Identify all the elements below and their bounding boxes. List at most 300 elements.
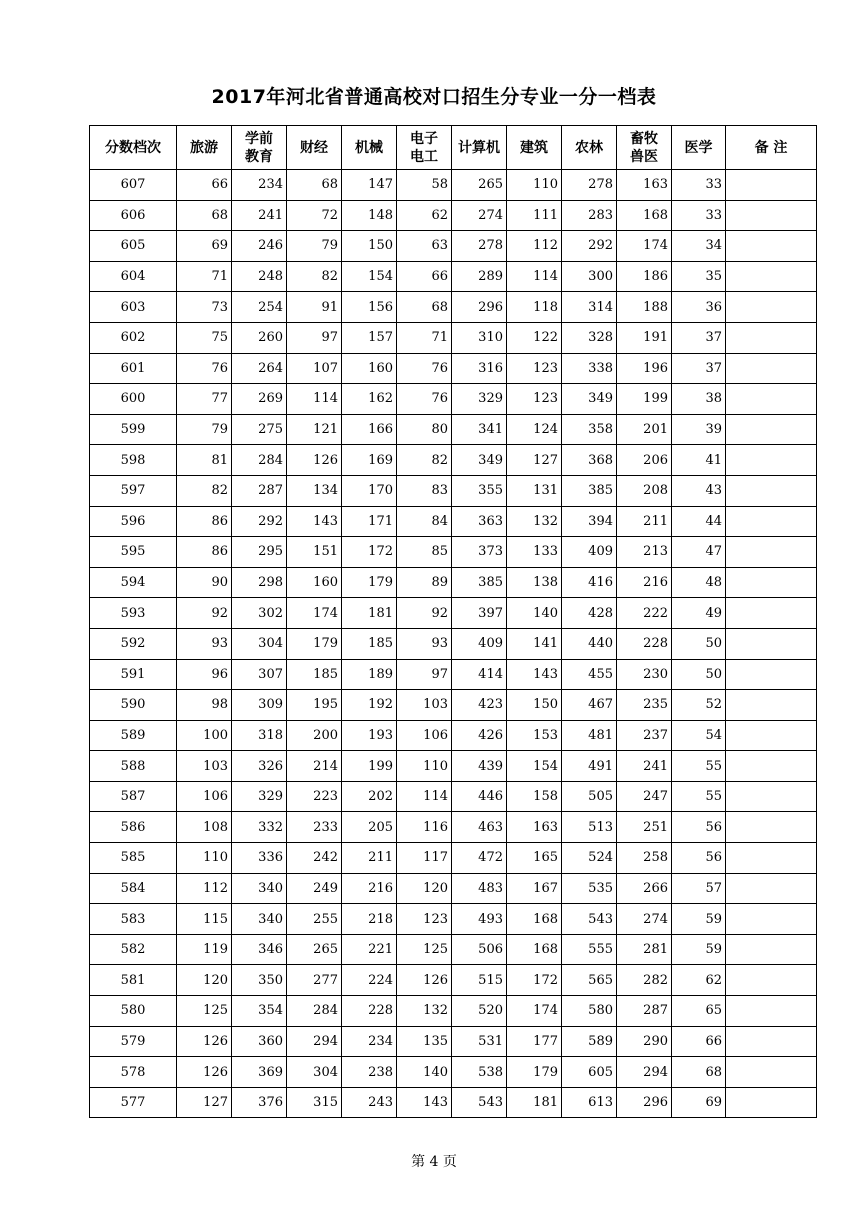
count-cell: 143 xyxy=(397,1087,452,1118)
count-cell: 41 xyxy=(672,445,726,476)
table-header-row xyxy=(90,126,817,170)
count-cell: 118 xyxy=(507,292,562,323)
count-cell: 179 xyxy=(287,628,342,659)
count-cell: 120 xyxy=(177,965,232,996)
count-cell: 174 xyxy=(507,996,562,1027)
column-header xyxy=(452,126,507,170)
count-cell: 216 xyxy=(342,873,397,904)
table-row xyxy=(90,353,817,384)
count-cell: 140 xyxy=(397,1057,452,1088)
count-cell: 363 xyxy=(452,506,507,537)
column-header-label: 机械 xyxy=(355,139,383,156)
remark-cell xyxy=(726,384,817,415)
count-cell: 56 xyxy=(672,812,726,843)
remark-cell xyxy=(726,996,817,1027)
count-cell: 199 xyxy=(617,384,672,415)
remark-cell xyxy=(726,690,817,721)
table-row xyxy=(90,414,817,445)
count-cell: 265 xyxy=(287,934,342,965)
count-cell: 543 xyxy=(452,1087,507,1118)
count-cell: 493 xyxy=(452,904,507,935)
count-cell: 141 xyxy=(507,628,562,659)
count-cell: 394 xyxy=(562,506,617,537)
count-cell: 531 xyxy=(452,1026,507,1057)
column-header-label: 学前 xyxy=(245,130,273,147)
count-cell: 92 xyxy=(397,598,452,629)
count-cell: 349 xyxy=(562,384,617,415)
count-cell: 114 xyxy=(287,384,342,415)
score-cell: 585 xyxy=(90,843,177,874)
count-cell: 543 xyxy=(562,904,617,935)
count-cell: 555 xyxy=(562,934,617,965)
count-cell: 446 xyxy=(452,781,507,812)
count-cell: 326 xyxy=(232,751,287,782)
count-cell: 505 xyxy=(562,781,617,812)
count-cell: 66 xyxy=(672,1026,726,1057)
count-cell: 154 xyxy=(507,751,562,782)
count-cell: 292 xyxy=(562,231,617,262)
score-cell: 588 xyxy=(90,751,177,782)
count-cell: 80 xyxy=(397,414,452,445)
column-header xyxy=(672,126,726,170)
score-cell: 589 xyxy=(90,720,177,751)
count-cell: 55 xyxy=(672,751,726,782)
count-cell: 269 xyxy=(232,384,287,415)
remark-cell xyxy=(726,261,817,292)
count-cell: 59 xyxy=(672,904,726,935)
count-cell: 97 xyxy=(287,322,342,353)
table-row xyxy=(90,567,817,598)
count-cell: 274 xyxy=(617,904,672,935)
count-cell: 90 xyxy=(177,567,232,598)
count-cell: 123 xyxy=(507,384,562,415)
count-cell: 300 xyxy=(562,261,617,292)
count-cell: 165 xyxy=(507,843,562,874)
count-cell: 246 xyxy=(232,231,287,262)
count-cell: 112 xyxy=(507,231,562,262)
table-row xyxy=(90,170,817,201)
table-row xyxy=(90,261,817,292)
count-cell: 35 xyxy=(672,261,726,292)
count-cell: 107 xyxy=(287,353,342,384)
column-header xyxy=(726,126,817,170)
count-cell: 467 xyxy=(562,690,617,721)
count-cell: 66 xyxy=(397,261,452,292)
count-cell: 36 xyxy=(672,292,726,323)
count-cell: 328 xyxy=(562,322,617,353)
remark-cell xyxy=(726,720,817,751)
remark-cell xyxy=(726,628,817,659)
count-cell: 472 xyxy=(452,843,507,874)
count-cell: 33 xyxy=(672,200,726,231)
column-header xyxy=(287,126,342,170)
count-cell: 230 xyxy=(617,659,672,690)
column-header-label: 备 注 xyxy=(754,139,788,156)
column-header-label: 建筑 xyxy=(520,139,548,156)
count-cell: 127 xyxy=(177,1087,232,1118)
count-cell: 277 xyxy=(287,965,342,996)
count-cell: 84 xyxy=(397,506,452,537)
count-cell: 336 xyxy=(232,843,287,874)
remark-cell xyxy=(726,445,817,476)
count-cell: 216 xyxy=(617,567,672,598)
column-header-label: 计算机 xyxy=(458,139,500,156)
count-cell: 282 xyxy=(617,965,672,996)
count-cell: 463 xyxy=(452,812,507,843)
count-cell: 455 xyxy=(562,659,617,690)
count-cell: 520 xyxy=(452,996,507,1027)
count-cell: 82 xyxy=(287,261,342,292)
count-cell: 196 xyxy=(617,353,672,384)
count-cell: 255 xyxy=(287,904,342,935)
count-cell: 75 xyxy=(177,322,232,353)
count-cell: 69 xyxy=(672,1087,726,1118)
count-cell: 168 xyxy=(507,934,562,965)
column-header xyxy=(177,126,232,170)
count-cell: 73 xyxy=(177,292,232,323)
count-cell: 126 xyxy=(177,1026,232,1057)
table-row xyxy=(90,690,817,721)
count-cell: 294 xyxy=(617,1057,672,1088)
count-cell: 228 xyxy=(617,628,672,659)
count-cell: 234 xyxy=(342,1026,397,1057)
count-cell: 358 xyxy=(562,414,617,445)
count-cell: 123 xyxy=(397,904,452,935)
score-cell: 600 xyxy=(90,384,177,415)
count-cell: 132 xyxy=(507,506,562,537)
count-cell: 57 xyxy=(672,873,726,904)
count-cell: 134 xyxy=(287,475,342,506)
count-cell: 181 xyxy=(507,1087,562,1118)
count-cell: 247 xyxy=(617,781,672,812)
count-cell: 125 xyxy=(177,996,232,1027)
count-cell: 283 xyxy=(562,200,617,231)
count-cell: 33 xyxy=(672,170,726,201)
count-cell: 54 xyxy=(672,720,726,751)
score-cell: 604 xyxy=(90,261,177,292)
count-cell: 81 xyxy=(177,445,232,476)
count-cell: 160 xyxy=(342,353,397,384)
count-cell: 515 xyxy=(452,965,507,996)
column-header-score xyxy=(90,126,177,170)
score-cell: 595 xyxy=(90,537,177,568)
count-cell: 296 xyxy=(617,1087,672,1118)
count-cell: 34 xyxy=(672,231,726,262)
count-cell: 151 xyxy=(287,537,342,568)
count-cell: 284 xyxy=(287,996,342,1027)
remark-cell xyxy=(726,965,817,996)
count-cell: 241 xyxy=(232,200,287,231)
count-cell: 76 xyxy=(397,384,452,415)
count-cell: 112 xyxy=(177,873,232,904)
count-cell: 538 xyxy=(452,1057,507,1088)
count-cell: 409 xyxy=(562,537,617,568)
count-cell: 222 xyxy=(617,598,672,629)
count-cell: 440 xyxy=(562,628,617,659)
count-cell: 186 xyxy=(617,261,672,292)
count-cell: 171 xyxy=(342,506,397,537)
score-cell: 607 xyxy=(90,170,177,201)
table-row xyxy=(90,475,817,506)
count-cell: 110 xyxy=(507,170,562,201)
count-cell: 294 xyxy=(287,1026,342,1057)
table-row xyxy=(90,1026,817,1057)
score-cell: 582 xyxy=(90,934,177,965)
count-cell: 92 xyxy=(177,598,232,629)
table-row xyxy=(90,812,817,843)
count-cell: 368 xyxy=(562,445,617,476)
count-cell: 122 xyxy=(507,322,562,353)
table-row xyxy=(90,873,817,904)
count-cell: 295 xyxy=(232,537,287,568)
page-number: 第 4 页 xyxy=(411,1154,457,1170)
score-cell: 597 xyxy=(90,475,177,506)
column-header-label: 分数档次 xyxy=(105,139,161,156)
count-cell: 123 xyxy=(507,353,562,384)
score-cell: 583 xyxy=(90,904,177,935)
count-cell: 97 xyxy=(397,659,452,690)
count-cell: 535 xyxy=(562,873,617,904)
score-cell: 587 xyxy=(90,781,177,812)
count-cell: 71 xyxy=(177,261,232,292)
count-cell: 254 xyxy=(232,292,287,323)
count-cell: 58 xyxy=(397,170,452,201)
count-cell: 170 xyxy=(342,475,397,506)
count-cell: 93 xyxy=(397,628,452,659)
count-cell: 233 xyxy=(287,812,342,843)
count-cell: 341 xyxy=(452,414,507,445)
count-cell: 138 xyxy=(507,567,562,598)
count-cell: 177 xyxy=(507,1026,562,1057)
count-cell: 316 xyxy=(452,353,507,384)
count-cell: 49 xyxy=(672,598,726,629)
column-header-label: 医学 xyxy=(684,139,713,156)
count-cell: 110 xyxy=(177,843,232,874)
column-header-label: 畜牧 xyxy=(630,130,658,147)
count-cell: 47 xyxy=(672,537,726,568)
score-cell: 601 xyxy=(90,353,177,384)
count-cell: 189 xyxy=(342,659,397,690)
count-cell: 72 xyxy=(287,200,342,231)
count-cell: 206 xyxy=(617,445,672,476)
remark-cell xyxy=(726,1057,817,1088)
count-cell: 228 xyxy=(342,996,397,1027)
count-cell: 360 xyxy=(232,1026,287,1057)
count-cell: 108 xyxy=(177,812,232,843)
remark-cell xyxy=(726,659,817,690)
count-cell: 168 xyxy=(617,200,672,231)
remark-cell xyxy=(726,292,817,323)
count-cell: 179 xyxy=(342,567,397,598)
remark-cell xyxy=(726,353,817,384)
table-row xyxy=(90,445,817,476)
score-cell: 580 xyxy=(90,996,177,1027)
table-row xyxy=(90,628,817,659)
count-cell: 223 xyxy=(287,781,342,812)
count-cell: 148 xyxy=(342,200,397,231)
count-cell: 185 xyxy=(287,659,342,690)
count-cell: 160 xyxy=(287,567,342,598)
count-cell: 37 xyxy=(672,353,726,384)
column-header xyxy=(507,126,562,170)
count-cell: 68 xyxy=(177,200,232,231)
count-cell: 68 xyxy=(397,292,452,323)
count-cell: 483 xyxy=(452,873,507,904)
table-row xyxy=(90,200,817,231)
remark-cell xyxy=(726,506,817,537)
count-cell: 135 xyxy=(397,1026,452,1057)
count-cell: 150 xyxy=(507,690,562,721)
count-cell: 174 xyxy=(617,231,672,262)
count-cell: 281 xyxy=(617,934,672,965)
count-cell: 329 xyxy=(452,384,507,415)
count-cell: 82 xyxy=(177,475,232,506)
count-cell: 292 xyxy=(232,506,287,537)
count-cell: 147 xyxy=(342,170,397,201)
count-cell: 213 xyxy=(617,537,672,568)
table-body xyxy=(90,170,817,1118)
table-row xyxy=(90,996,817,1027)
score-cell: 603 xyxy=(90,292,177,323)
score-cell: 586 xyxy=(90,812,177,843)
count-cell: 416 xyxy=(562,567,617,598)
count-cell: 234 xyxy=(232,170,287,201)
count-cell: 143 xyxy=(287,506,342,537)
count-cell: 114 xyxy=(507,261,562,292)
table-row xyxy=(90,659,817,690)
count-cell: 154 xyxy=(342,261,397,292)
table-row xyxy=(90,934,817,965)
count-cell: 249 xyxy=(287,873,342,904)
table-row xyxy=(90,322,817,353)
count-cell: 153 xyxy=(507,720,562,751)
score-cell: 591 xyxy=(90,659,177,690)
count-cell: 143 xyxy=(507,659,562,690)
count-cell: 48 xyxy=(672,567,726,598)
count-cell: 120 xyxy=(397,873,452,904)
count-cell: 376 xyxy=(232,1087,287,1118)
count-cell: 63 xyxy=(397,231,452,262)
column-header-label: 兽医 xyxy=(630,148,658,165)
count-cell: 119 xyxy=(177,934,232,965)
count-cell: 385 xyxy=(562,475,617,506)
count-cell: 83 xyxy=(397,475,452,506)
count-cell: 278 xyxy=(452,231,507,262)
count-cell: 158 xyxy=(507,781,562,812)
count-cell: 565 xyxy=(562,965,617,996)
count-cell: 192 xyxy=(342,690,397,721)
remark-cell xyxy=(726,567,817,598)
count-cell: 66 xyxy=(177,170,232,201)
score-cell: 579 xyxy=(90,1026,177,1057)
count-cell: 126 xyxy=(397,965,452,996)
column-header-label: 电工 xyxy=(410,148,438,165)
count-cell: 302 xyxy=(232,598,287,629)
count-cell: 310 xyxy=(452,322,507,353)
count-cell: 86 xyxy=(177,537,232,568)
count-cell: 188 xyxy=(617,292,672,323)
count-cell: 91 xyxy=(287,292,342,323)
count-cell: 76 xyxy=(397,353,452,384)
remark-cell xyxy=(726,537,817,568)
count-cell: 340 xyxy=(232,873,287,904)
remark-cell xyxy=(726,934,817,965)
count-cell: 202 xyxy=(342,781,397,812)
count-cell: 163 xyxy=(617,170,672,201)
count-cell: 491 xyxy=(562,751,617,782)
count-cell: 414 xyxy=(452,659,507,690)
count-cell: 163 xyxy=(507,812,562,843)
count-cell: 126 xyxy=(287,445,342,476)
count-cell: 125 xyxy=(397,934,452,965)
count-cell: 589 xyxy=(562,1026,617,1057)
count-cell: 38 xyxy=(672,384,726,415)
count-cell: 162 xyxy=(342,384,397,415)
count-cell: 224 xyxy=(342,965,397,996)
count-cell: 172 xyxy=(507,965,562,996)
count-cell: 237 xyxy=(617,720,672,751)
remark-cell xyxy=(726,781,817,812)
count-cell: 243 xyxy=(342,1087,397,1118)
count-cell: 304 xyxy=(232,628,287,659)
count-cell: 116 xyxy=(397,812,452,843)
count-cell: 318 xyxy=(232,720,287,751)
count-cell: 251 xyxy=(617,812,672,843)
count-cell: 37 xyxy=(672,322,726,353)
column-header xyxy=(342,126,397,170)
count-cell: 167 xyxy=(507,873,562,904)
count-cell: 65 xyxy=(672,996,726,1027)
count-cell: 439 xyxy=(452,751,507,782)
count-cell: 214 xyxy=(287,751,342,782)
count-cell: 110 xyxy=(397,751,452,782)
remark-cell xyxy=(726,200,817,231)
count-cell: 121 xyxy=(287,414,342,445)
count-cell: 369 xyxy=(232,1057,287,1088)
count-cell: 156 xyxy=(342,292,397,323)
score-cell: 598 xyxy=(90,445,177,476)
count-cell: 409 xyxy=(452,628,507,659)
column-header xyxy=(562,126,617,170)
count-cell: 179 xyxy=(507,1057,562,1088)
count-cell: 613 xyxy=(562,1087,617,1118)
remark-cell xyxy=(726,475,817,506)
count-cell: 265 xyxy=(452,170,507,201)
remark-cell xyxy=(726,1026,817,1057)
count-cell: 71 xyxy=(397,322,452,353)
count-cell: 338 xyxy=(562,353,617,384)
column-header-label: 旅游 xyxy=(190,139,218,156)
table-row xyxy=(90,904,817,935)
count-cell: 287 xyxy=(617,996,672,1027)
count-cell: 423 xyxy=(452,690,507,721)
count-cell: 150 xyxy=(342,231,397,262)
column-header-label: 农林 xyxy=(575,139,603,156)
count-cell: 218 xyxy=(342,904,397,935)
count-cell: 86 xyxy=(177,506,232,537)
count-cell: 346 xyxy=(232,934,287,965)
remark-cell xyxy=(726,170,817,201)
count-cell: 298 xyxy=(232,567,287,598)
count-cell: 205 xyxy=(342,812,397,843)
count-cell: 309 xyxy=(232,690,287,721)
column-header xyxy=(617,126,672,170)
count-cell: 248 xyxy=(232,261,287,292)
count-cell: 68 xyxy=(287,170,342,201)
count-cell: 168 xyxy=(507,904,562,935)
remark-cell xyxy=(726,322,817,353)
table-row xyxy=(90,384,817,415)
